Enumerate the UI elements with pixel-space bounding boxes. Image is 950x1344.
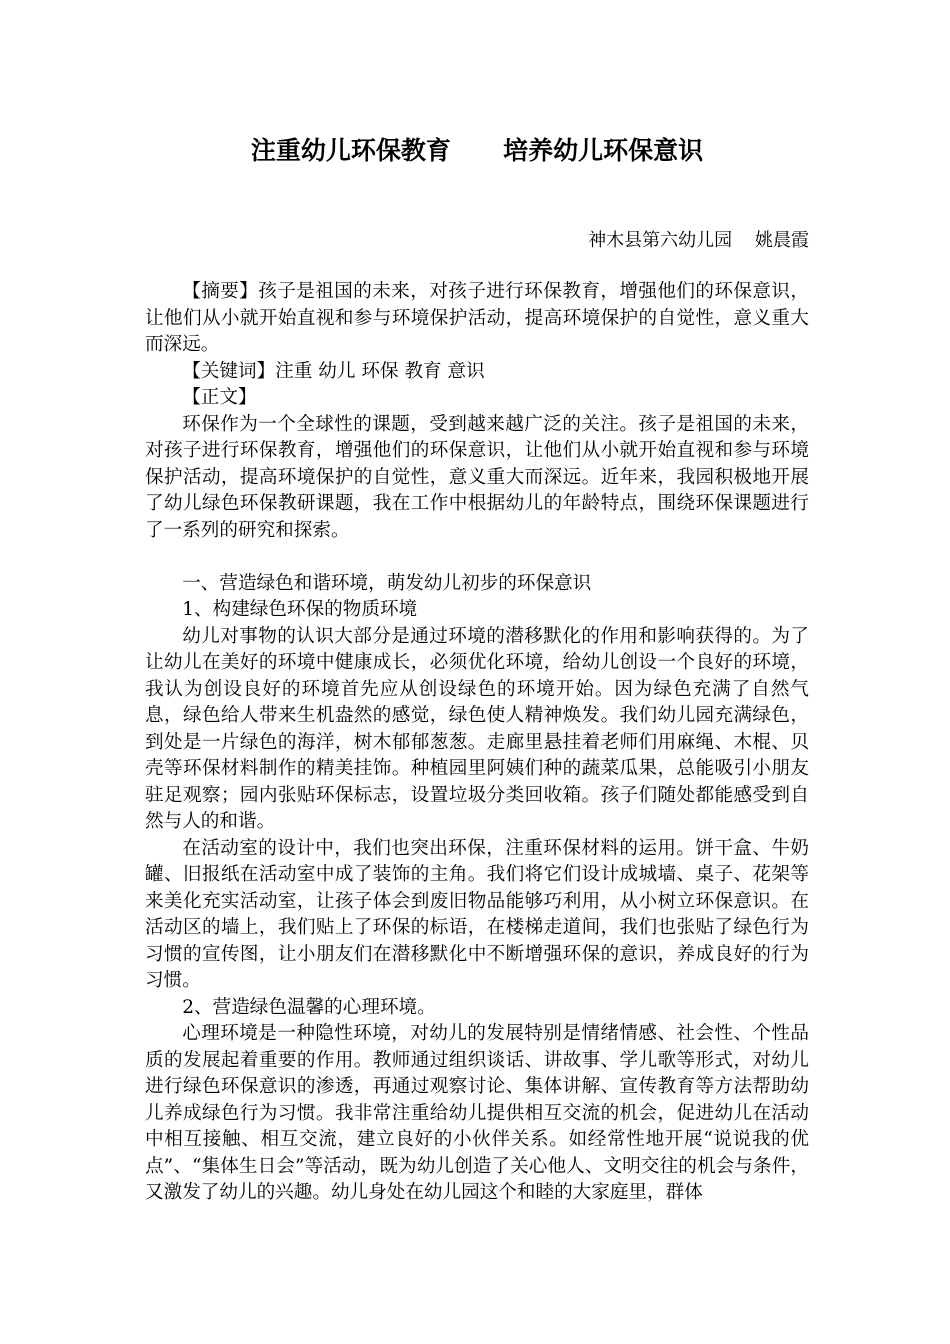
- blank-line: [145, 544, 809, 571]
- body-paragraph: 心理环境是一种隐性环境，对幼儿的发展特别是情绪情感、社会性、个性品质的发展起着重要的作用。教师通过组织谈话、讲故事、学儿歌等形式，对幼儿进行绿色环保意识的渗透，再通过观察讨论、集体讲解、宣传教育等方法帮助幼儿养成绿色行为习惯。我非常注重给幼儿提供相互交流的机会，促进幼儿在活动中相互接触、相互交流，建立良好的小伙伴关系。如经常性地开展“说说我的优点”、“集体生日会”等活动，既为幼儿创造了关心他人、文明交往的机会与条件，又激发了幼儿的兴趣。幼儿身处在幼儿园这个和睦的大家庭里，群体: [145, 1023, 809, 1203]
- abstract-paragraph: 【摘要】孩子是祖国的未来，对孩子进行环保教育，增强他们的环保意识，让他们从小就开始直视和参与环境保护活动，提高环境保护的自觉性，意义重大而深远。: [145, 281, 809, 355]
- body-paragraph: 在活动室的设计中，我们也突出环保，注重环保材料的运用。饼干盒、牛奶罐、旧报纸在活动室中成了装饰的主角。我们将它们设计成城墙、桌子、花架等来美化充实活动室，让孩子体会到废旧物品能够巧利用，从小树立环保意识。在活动区的墙上，我们贴上了环保的标语，在楼梯走道间，我们也张贴了绿色行为习惯的宣传图，让小朋友们在潜移默化中不断增强环保的意识，养成良好的行为习惯。: [145, 837, 809, 991]
- subsection-heading: 1、构建绿色环保的物质环境: [182, 599, 418, 620]
- body-paragraph: 幼儿对事物的认识大部分是通过环境的潜移默化的作用和影响获得的。为了让幼儿在美好的环境中健康成长，必须优化环境，给幼儿创设一个良好的环境，我认为创设良好的环境首先应从创设绿色的环境开始。因为绿色充满了自然气息，绿色给人带来生机盎然的感觉，绿色使人精神焕发。我们幼儿园充满绿色，到处是一片绿色的海洋，树木郁郁葱葱。走廊里悬挂着老师们用麻绳、木棍、贝壳等环保材料制作的精美挂饰。种植园里阿姨们种的蔬菜瓜果，总能吸引小朋友驻足观察；园内张贴环保标志，设置垃圾分类回收箱。孩子们随处都能感受到自然与人的和谐。: [145, 625, 809, 832]
- keywords-line: 【关键词】注重 幼儿 环保 教育 意识: [182, 360, 485, 382]
- intro-paragraph: 环保作为一个全球性的课题，受到越来越广泛的关注。孩子是祖国的未来，对孩子进行环保教育，增强他们的环保意识，让他们从小就开始直视和参与环境保护活动，提高环境保护的自觉性，意义重大而深远。近年来，我园积极地开展了幼儿绿色环保教研课题，我在工作中根据幼儿的年龄特点，围绕环保课题进行了一系列的研究和探索。: [145, 413, 809, 541]
- author-line: 神木县第六幼儿园 姚晨霞: [588, 230, 809, 251]
- section-heading: 一、营造绿色和谐环境，萌发幼儿初步的环保意识: [182, 572, 592, 594]
- document-title: 注重幼儿环保教育 培养幼儿环保意识: [250, 136, 704, 165]
- subsection-heading: 2、营造绿色温馨的心理环境。: [182, 996, 436, 1018]
- document-body: [145, 279, 809, 1207]
- body-label: 【正文】: [182, 387, 257, 408]
